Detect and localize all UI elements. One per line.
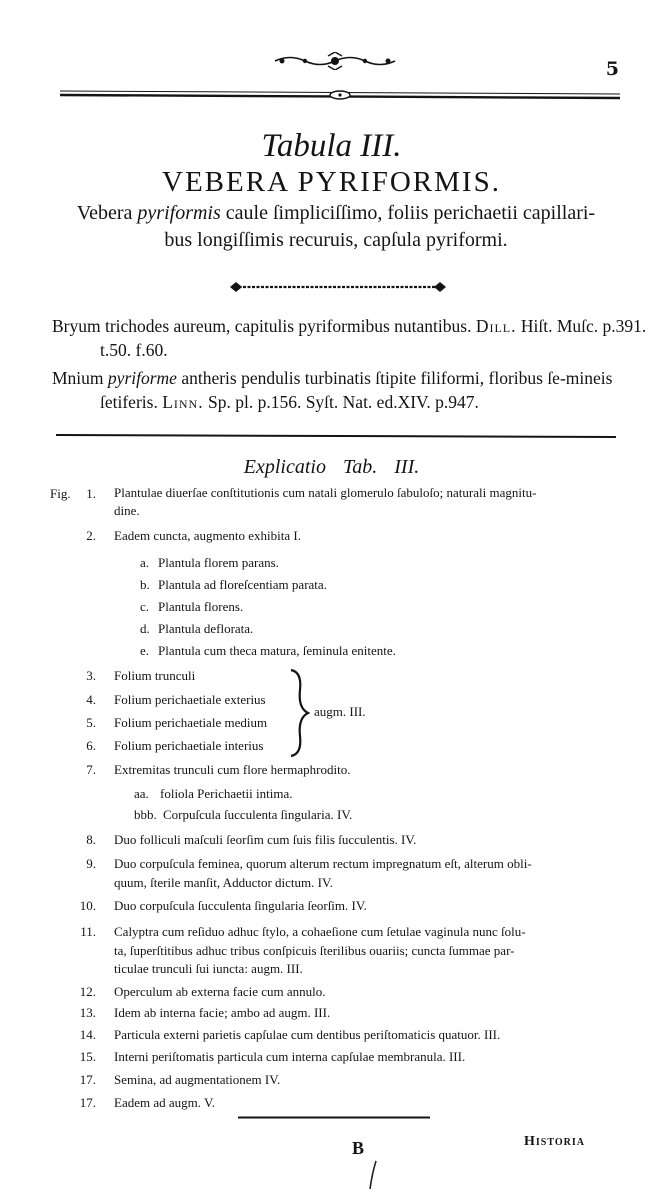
sub-letter: a.: [140, 555, 150, 570]
fig-number: 3.: [86, 668, 96, 683]
diagnosis-line-1: [56, 200, 616, 227]
fig-number: 6.: [86, 738, 96, 753]
fig-label: Fig.: [50, 486, 71, 501]
fig-number: 12.: [79, 984, 96, 999]
sub-letter: e.: [140, 643, 150, 658]
sub-letter: d.: [140, 621, 150, 636]
plate-title: Tabula III.: [261, 128, 402, 164]
fig-number: 17.: [79, 1072, 96, 1087]
fig-number: 5.: [86, 715, 96, 730]
synonym-1-ref: Hiſt. Muſc. p.391. t.50. f.60.: [100, 316, 647, 360]
fig-number: 15.: [79, 1049, 96, 1064]
fig-item-text: Folium perichaetiale exterius: [114, 692, 266, 707]
fig-number: 4.: [86, 692, 96, 707]
fig-item-continuation: ta, ſuperſtitibus adhuc tribus conſpicuis ſterilibus ouariis; cuncta ſummae par-: [114, 943, 515, 958]
fig-number: 11.: [80, 924, 96, 939]
fig-number: 13.: [79, 1005, 96, 1020]
fig-item-text: Folium perichaetiale medium: [114, 715, 268, 730]
catchword: Historia: [524, 1134, 585, 1149]
sub-letter: b.: [140, 577, 150, 592]
synonym-dillenius: [52, 314, 663, 362]
diagnosis-genus: Vebera: [76, 202, 138, 224]
fig-number: 8.: [86, 832, 96, 847]
fig-item-text: Operculum ab externa facie cum annulo.: [114, 984, 326, 999]
fig-number: 1.: [86, 486, 96, 501]
sub-item-text: Plantula florens.: [158, 599, 244, 614]
diagnosis-line-1-rest: caule ſimpliciſſimo, foliis perichaetii capillari-: [220, 202, 596, 224]
synonym-2-author: Linn.: [162, 392, 204, 412]
diagnosis-line-2: bus longiſſimis recuruis, capſula pyriformi.: [164, 229, 508, 251]
fig-item-text: Semina, ad augmentationem IV.: [114, 1072, 281, 1087]
fig-item-text: Plantulae diuerſae conſtitutionis cum natali glomerulo ſabuloſo; naturali magnitu-: [114, 485, 537, 500]
middle-ornament-icon: [228, 281, 448, 293]
top-ornament-icon: [270, 52, 400, 70]
species-diagnosis: [56, 200, 616, 254]
right-brace-icon: [288, 668, 312, 758]
fig-item-text: Folium perichaetiale interius: [114, 738, 264, 753]
sub-item-text: Plantula ad floreſcentiam parata.: [158, 577, 327, 592]
pen-stroke-icon: [366, 1160, 380, 1190]
explicatio-heading: Explicatio Tab. III.: [243, 456, 420, 478]
fig-item-continuation: quum, ſterile manſit, Adductor dictum. IV.: [114, 875, 333, 890]
fig-item-text: Duo corpuſcula feminea, quorum alterum rectum impregnatum eſt, alterum obli-: [114, 856, 532, 871]
sub-item-text: Plantula deflorata.: [158, 621, 254, 636]
bottom-rule: [238, 1116, 430, 1119]
synonym-2-ref: Sp. pl. p.156. Syſt. Nat. ed.XIV. p.947.: [203, 392, 479, 412]
fig-number: 10.: [79, 898, 96, 913]
sub-item-text: Corpuſcula ſucculenta ſingularia. IV.: [163, 807, 353, 822]
brace-label: augm. III.: [314, 704, 366, 719]
fig-number: 17.: [79, 1095, 96, 1110]
fig-item-text: Interni periſtomatis particula cum interna capſulae membranula. III.: [114, 1049, 466, 1064]
fig-item-continuation: dine.: [114, 503, 140, 518]
fig-item-text: Folium trunculi: [114, 668, 196, 683]
fig-item-text: Idem ab interna facie; ambo ad augm. III.: [114, 1005, 331, 1020]
fig-number: 7.: [86, 762, 96, 777]
sub-letter: aa.: [134, 786, 149, 801]
fig-item-text: Eadem cuncta, augmento exhibita I.: [114, 528, 301, 543]
species-title: VEBERA PYRIFORMIS.: [162, 166, 501, 198]
fig-item-text: Particula externi parietis capſulae cum dentibus periſtomaticis quatuor. III.: [114, 1027, 501, 1042]
fig-number: 2.: [86, 528, 96, 543]
sub-item-text: foliola Perichaetii intima.: [160, 786, 293, 801]
middle-rule: [56, 434, 616, 438]
synonym-1-text: Bryum trichodes aureum, capitulis pyriformibus nutantibus.: [52, 316, 476, 336]
fig-number: 9.: [86, 856, 96, 871]
fig-item-text: Eadem ad augm. V.: [114, 1095, 215, 1110]
synonym-2-post: antheris pendulis turbinatis ſtipite filiformi, floribus ſe-mineis ſetiferis.: [100, 368, 613, 412]
sub-letter: bbb.: [134, 807, 157, 822]
synonym-2-species: pyriforme: [107, 368, 177, 388]
signature-mark: B: [352, 1138, 365, 1158]
synonym-1-author: Dill.: [475, 316, 517, 336]
fig-item-continuation: ticulae trunculi ſui iuncta: augm. III.: [114, 961, 303, 976]
fig-item-text: Duo corpuſcula ſucculenta ſingularia ſeorſim. IV.: [114, 898, 367, 913]
page-number: 5: [605, 58, 619, 80]
top-rule: [60, 88, 620, 102]
sub-letter: c.: [140, 599, 150, 614]
sub-item-text: Plantula florem parans.: [158, 555, 279, 570]
fig-item-text: Duo folliculi maſculi ſeorſim cum ſuis filis ſucculentis. IV.: [114, 832, 417, 847]
fig-item-text: Calyptra cum reſiduo adhuc ſtylo, a cohaeſione cum ſetulae vaginula nunc ſolu-: [114, 924, 526, 939]
fig-number: 14.: [79, 1027, 96, 1042]
fig-item-text: Extremitas trunculi cum flore hermaphrodito.: [114, 762, 351, 777]
synonym-2-pre: Mnium: [52, 368, 108, 388]
sub-item-text: Plantula cum theca matura, ſeminula enitente.: [158, 643, 396, 658]
synonym-linnaeus: [52, 366, 663, 414]
diagnosis-species: pyriformis: [137, 202, 221, 224]
